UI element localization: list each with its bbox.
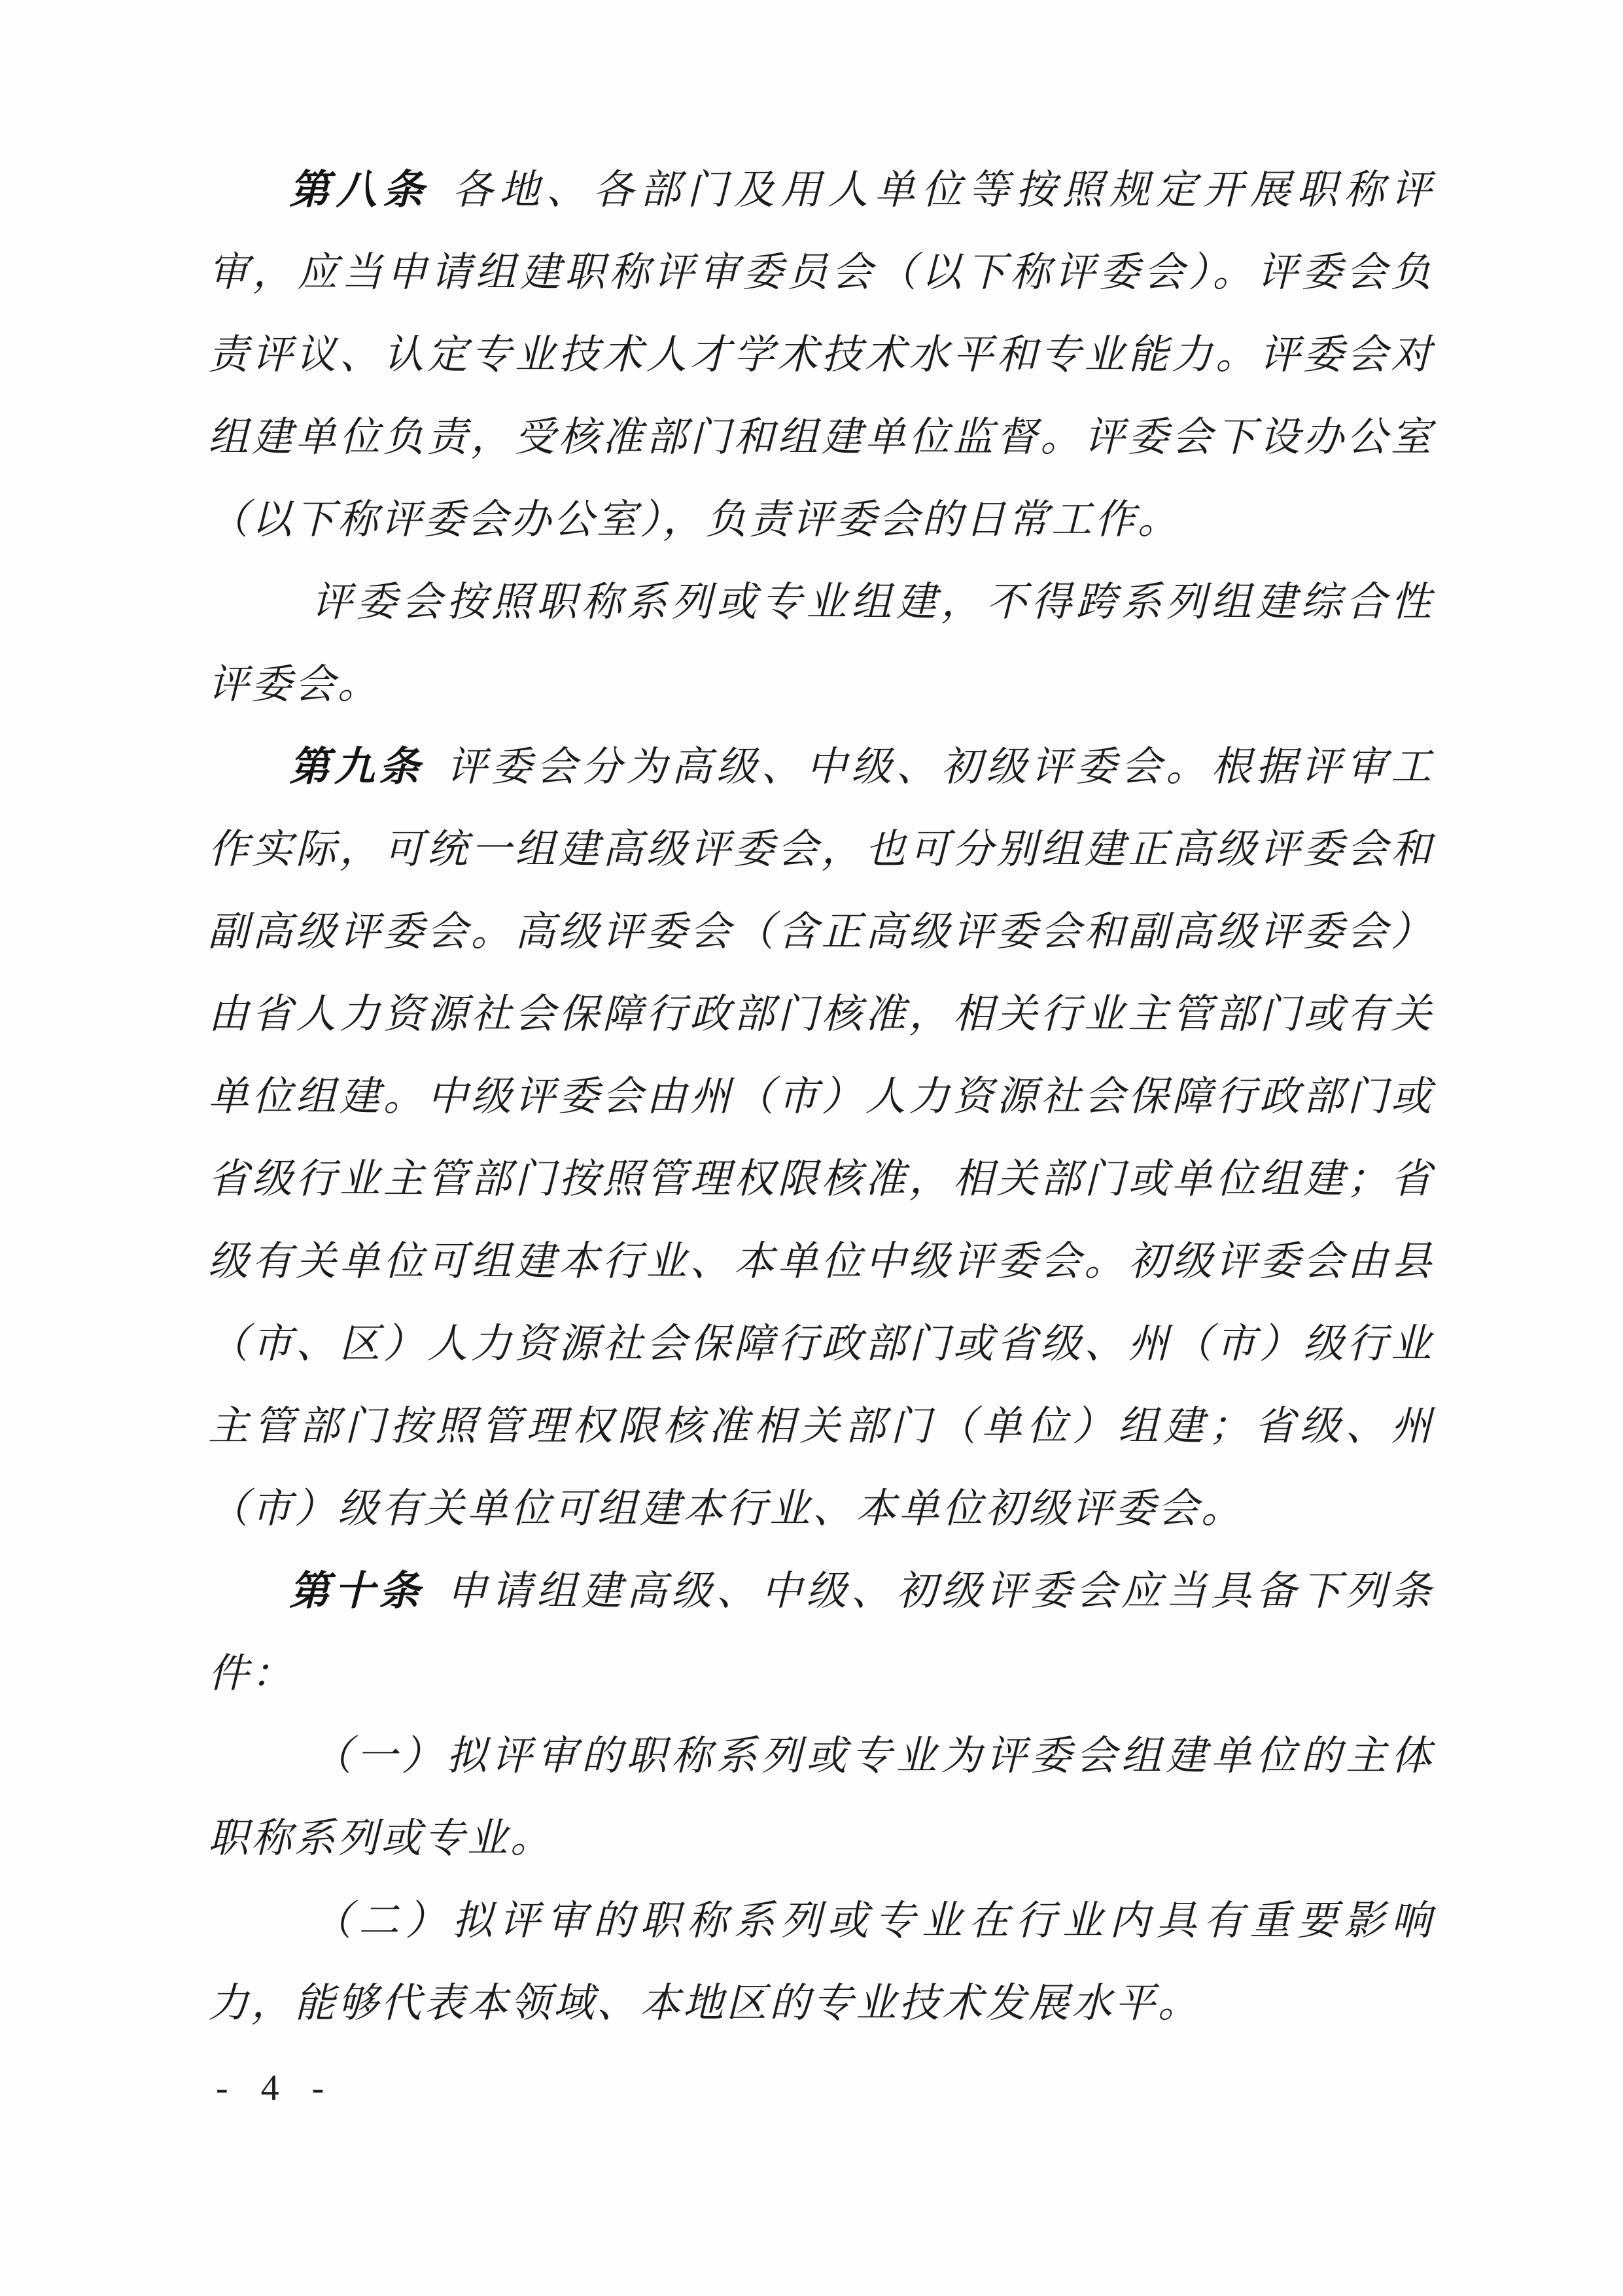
article-9-lead: 第九条: [289, 744, 425, 790]
paragraph-article-10: [208, 1550, 1434, 1715]
paragraph-article-9: [208, 726, 1434, 1550]
paragraph-condition-2: [208, 1880, 1434, 2045]
condition-1-text: （一）拟评审的职称系列或专业为评委会组建单位的主体职称系列或专业。: [208, 1734, 1434, 1861]
article-10-text: 申请组建高级、中级、初级评委会应当具备下列条件：: [208, 1569, 1434, 1696]
paragraph-2-text: 评委会按照职称系列或专业组建，不得跨系列组建综合性评委会。: [208, 580, 1434, 707]
article-8-lead: 第八条: [289, 167, 430, 213]
article-9-text: 评委会分为高级、中级、初级评委会。根据评审工作实际，可统一组建高级评委会，也可分别组建正高级评委会和副高级评委会。高级评委会（含正高级评委会和副高级评委会）由省人力资源社会保障行政部门核准，相关行业主管部门或有关单位组建。中级评委会由州（市）人力资源社会保障行政部门或省级行业主管部门按照管理权限核准，相关部门或单位组建；省级有关单位可组建本行业、本单位中级评委会。初级评委会由县（市、区）人力资源社会保障行政部门或省级、州（市）级行业主管部门按照管理权限核准相关部门（单位）组建；省级、州（市）级有关单位可组建本行业、本单位初级评委会。: [208, 745, 1434, 1531]
condition-2-text: （二）拟评审的职称系列或专业在行业内具有重要影响力，能够代表本领域、本地区的专业技术发展水平。: [208, 1899, 1434, 2026]
document-body: [208, 149, 1434, 2045]
page-number: - 4 -: [216, 2068, 336, 2108]
article-10-lead: 第十条: [289, 1569, 425, 1614]
paragraph-article-8: [208, 149, 1434, 561]
article-8-text: 各地、各部门及用人单位等按照规定开展职称评审，应当申请组建职称评审委员会（以下称评委会）。评委会负责评议、认定专业技术人才学术技术水平和专业能力。评委会对组建单位负责，受核准部门和组建单位监督。评委会下设办公室（以下称评委会办公室），负责评委会的日常工作。: [208, 168, 1434, 542]
paragraph-condition-1: [208, 1715, 1434, 1880]
paragraph-committee-series: [208, 561, 1434, 726]
